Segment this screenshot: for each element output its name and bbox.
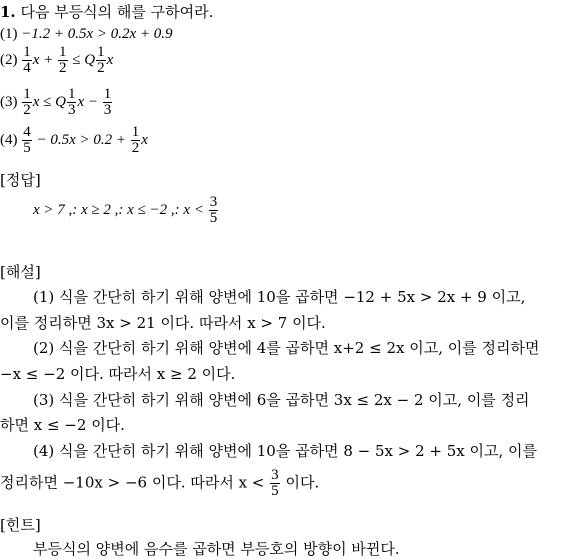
item-2: (2) $\frac{1}{4}$ x + $\frac{1}{2}$ ≤ Q $\frac{1}{2}$ x — [0, 44, 114, 76]
item-1 — [0, 24, 173, 44]
solution-2-line-1: (2) 식을 간단히 하기 위해 양변에 4를 곱하면 x+2 ≤ 2x 이고, 이를 정리하면 — [33, 339, 540, 357]
item-2-label: (2) — [0, 51, 18, 68]
item-1-expr: −1.2 + 0.5x > 0.2x + 0.9 — [21, 26, 173, 42]
item-2-frac-2: $\frac{1}{2}$ — [59, 44, 67, 76]
answer-frac: $\frac{3}{5}$ — [209, 194, 218, 226]
item-1-label: (1) — [0, 26, 18, 42]
hint-text: 부등식의 양변에 음수를 곱하면 부등호의 방향이 바뀐다. — [33, 540, 400, 558]
solution-3-line-1: (3) 식을 간단히 하기 위해 양변에 6을 곱하면 3x ≤ 2x − 2 이고, 이를 정리 — [33, 391, 530, 409]
solution-2-line-2: −x ≤ −2 이다. 따라서 x ≥ 2 이다. — [0, 365, 236, 383]
solution-1-line-1: (1) 식을 간단히 하기 위해 양변에 10을 곱하면 −12 + 5x > 2x + 9 이고, — [33, 288, 526, 306]
answer-line — [33, 195, 219, 226]
solution-heading: [해설] — [0, 263, 41, 281]
solution-4-line-1: (4) 식을 간단히 하기 위해 양변에 10을 곱하면 8 − 5x > 2 + 5x 이고, 이를 — [33, 442, 537, 460]
item-3: (3) $\frac{1}{2}$ x ≤ Q $\frac{1}{3}$ x − $\frac{1}{3}$ — [0, 86, 112, 118]
item-4: (4) $\frac{4}{5}$ − 0.5x > 0.2 + $\frac{1}{2}$ x — [0, 124, 148, 156]
problem-instruction: 다음 부등식의 해를 구하여라. — [20, 3, 214, 21]
item-4-frac-2: $\frac{1}{2}$ — [131, 124, 140, 156]
answer-heading: [정답] — [0, 171, 41, 189]
item-2-frac-3: $\frac{1}{2}$ — [97, 44, 105, 76]
solution-4-line-2: 정리하면 −10x > −6 이다. 따라서 x < $\frac{3}{5}$ 이다. — [0, 467, 320, 499]
item-4-label: (4) — [0, 131, 18, 148]
item-4-frac-1: $\frac{4}{5}$ — [23, 124, 31, 156]
item-3-frac-1: $\frac{1}{2}$ — [23, 86, 31, 118]
problem-number: 1. — [0, 3, 16, 21]
solution-1-line-2: 이를 정리하면 3x > 21 이다. 따라서 x > 7 이다. — [0, 314, 326, 332]
hint-heading: [힌트] — [0, 516, 41, 534]
solution-3-line-2: 하면 x ≤ −2 이다. — [0, 416, 125, 434]
item-3-label: (3) — [0, 93, 18, 110]
answer-text: x > 7 ,: x ≥ 2 ,: x ≤ −2 ,: x < — [33, 201, 204, 218]
item-3-frac-3: $\frac{1}{3}$ — [103, 86, 112, 118]
problem-header — [0, 2, 213, 22]
solution-4-frac: $\frac{3}{5}$ — [271, 467, 279, 499]
item-2-frac-1: $\frac{1}{4}$ — [23, 44, 31, 76]
item-3-frac-2: $\frac{1}{3}$ — [67, 86, 76, 118]
